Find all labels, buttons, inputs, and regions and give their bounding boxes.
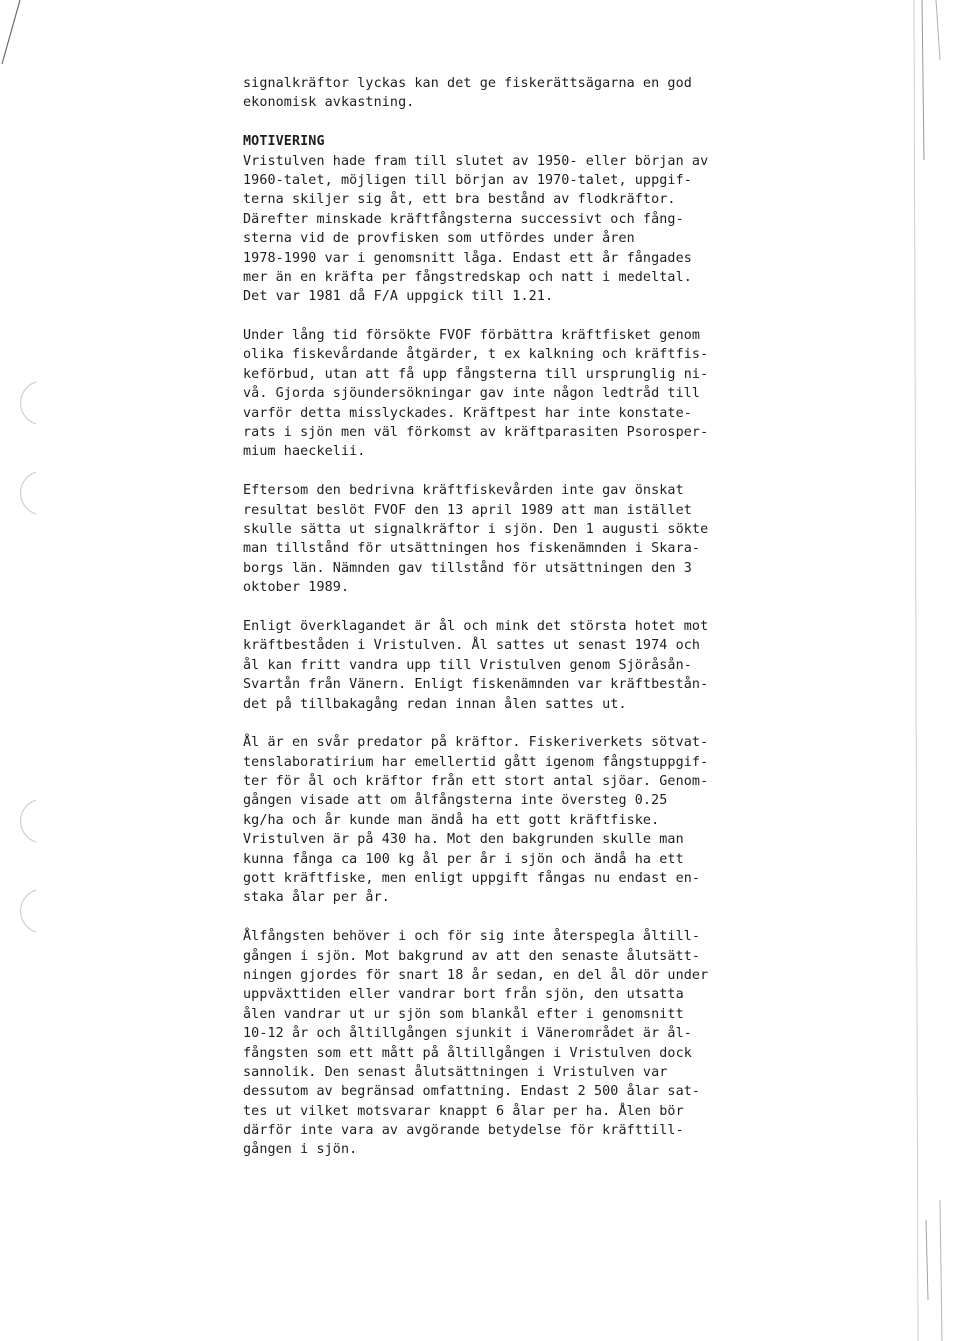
text-line: signalkräftor lyckas kan det ge fiskerättsägarna en god xyxy=(243,76,692,91)
text-line: tes ut vilket motsvarar knappt 6 ålar per ha. Ålen bör xyxy=(243,1103,684,1119)
paragraph-spacer xyxy=(243,113,823,132)
text-line: 1978-1990 var i genomsnitt låga. Endast ett år fångades xyxy=(243,250,692,266)
text-line: det på tillbakagång redan innan ålen sattes ut. xyxy=(243,696,627,712)
text-line: Därefter minskade kräftfångsterna successivt och fång- xyxy=(243,211,684,227)
text-line: varför detta misslyckades. Kräftpest har inte konstate- xyxy=(243,405,692,421)
paragraph xyxy=(243,74,823,113)
paragraph-spacer xyxy=(243,908,823,927)
text-line: kg/ha och år kunde man ändå ha ett gott kräftfiske. xyxy=(243,812,660,828)
text-line: borgs län. Nämnden gav tillstånd för utsättningen den 3 xyxy=(243,560,692,576)
text-line: ter för ål och kräftor från ett stort antal sjöar. Genom- xyxy=(243,774,709,790)
text-line: ekonomisk avkastning. xyxy=(243,95,415,111)
punch-hole-mark xyxy=(0,470,40,516)
text-line: uppväxttiden eller vandrar bort från sjön, den utsatta xyxy=(243,987,684,1003)
text-line: ål kan fritt vandra upp till Vristulven genom Sjöråsån- xyxy=(243,657,692,673)
text-line: mium haeckelii. xyxy=(243,444,366,460)
punch-hole-mark xyxy=(0,380,40,426)
text-line: sterna vid de provfisken som utfördes under åren xyxy=(243,231,635,247)
paragraph xyxy=(243,326,823,462)
text-line: Ålfångsten behöver i och för sig inte återspegla åltill- xyxy=(243,929,701,945)
text-line: staka ålar per år. xyxy=(243,890,390,906)
text-line: därför inte vara av avgörande betydelse för kräfttill- xyxy=(243,1123,684,1139)
paragraph-spacer xyxy=(243,598,823,617)
text-line: gången i sjön. xyxy=(243,1142,358,1158)
text-line: resultat beslöt FVOF den 13 april 1989 att man istället xyxy=(243,502,692,518)
scan-right-edge-shadow xyxy=(900,0,960,1341)
text-line: 10-12 år och åltillgången sjunkit i Vänerområdet är ål- xyxy=(243,1026,692,1042)
text-line: vå. Gjorda sjöundersökningar gav inte någon ledtråd till xyxy=(243,386,701,402)
text-line: 1960-talet, möjligen till början av 1970-talet, uppgif- xyxy=(243,172,692,188)
text-line: kräftbeståden i Vristulven. Ål sattes ut senast 1974 och xyxy=(243,638,701,654)
punch-hole-mark xyxy=(0,888,40,934)
text-line: gången visade att om ålfångsterna inte översteg 0.25 xyxy=(243,793,668,809)
text-line: Ål är en svår predator på kräftor. Fiskeriverkets sötvat- xyxy=(243,735,709,751)
text-line: skulle sätta ut signalkräftor i sjön. Den 1 augusti sökte xyxy=(243,521,709,537)
text-line: man tillstånd för utsättningen hos fiskenämnden i Skara- xyxy=(243,541,701,557)
paragraph-spacer xyxy=(243,307,823,326)
text-line: gott kräftfiske, men enligt uppgift fångas nu endast en- xyxy=(243,871,701,887)
text-line: dessutom av begränsad omfattning. Endast 2 500 ålar sat- xyxy=(243,1084,701,1100)
text-line: tenslaboratirium har emellertid gått igenom fångstuppgif- xyxy=(243,754,709,770)
scan-fold-line xyxy=(0,0,40,70)
document-body xyxy=(243,74,823,1160)
paragraph xyxy=(243,733,823,908)
text-line: sannolik. Den senast ålutsättningen i Vristulven var xyxy=(243,1064,668,1080)
punch-hole-mark xyxy=(0,798,40,844)
text-line: fångsten som ett mått på åltillgången i Vristulven dock xyxy=(243,1045,692,1061)
text-line: keförbud, utan att få upp fångsterna till ursprunglig ni- xyxy=(243,366,709,382)
text-line: Eftersom den bedrivna kräftfiskevården inte gav önskat xyxy=(243,483,684,499)
section-heading xyxy=(243,132,823,151)
heading-text: MOTIVERING xyxy=(243,134,325,150)
text-line: ningen gjordes för snart 18 år sedan, en del ål dör under xyxy=(243,967,709,983)
paragraph-spacer xyxy=(243,462,823,481)
text-line: Det var 1981 då F/A uppgick till 1.21. xyxy=(243,289,554,305)
text-line: terna skiljer sig åt, ett bra bestånd av flodkräftor. xyxy=(243,192,676,208)
text-line: Vristulven hade fram till slutet av 1950- eller början av xyxy=(243,153,709,169)
text-line: rats i sjön men väl förkomst av kräftparasiten Psorosper- xyxy=(243,425,709,441)
text-line: kunna fånga ca 100 kg ål per år i sjön och ändå ha ett xyxy=(243,851,684,867)
text-line: Svartån från Vänern. Enligt fiskenämnden var kräftbestån- xyxy=(243,677,709,693)
paragraph xyxy=(243,481,823,597)
paragraph-spacer xyxy=(243,714,823,733)
text-line: oktober 1989. xyxy=(243,580,350,596)
text-line: Under lång tid försökte FVOF förbättra kräftfisket genom xyxy=(243,328,701,344)
paragraph xyxy=(243,152,823,307)
text-line: Enligt överklagandet är ål och mink det största hotet mot xyxy=(243,618,709,634)
text-line: olika fiskevårdande åtgärder, t ex kalkning och kräftfis- xyxy=(243,347,709,363)
paragraph xyxy=(243,927,823,1160)
text-line: ålen vandrar ut ur sjön som blankål efter i genomsnitt xyxy=(243,1006,684,1022)
text-line: mer än en kräfta per fångstredskap och natt i medeltal. xyxy=(243,269,692,285)
text-line: Vristulven är på 430 ha. Mot den bakgrunden skulle man xyxy=(243,832,684,848)
text-line: gången i sjön. Mot bakgrund av att den senaste ålutsätt- xyxy=(243,948,701,964)
paragraph xyxy=(243,617,823,714)
